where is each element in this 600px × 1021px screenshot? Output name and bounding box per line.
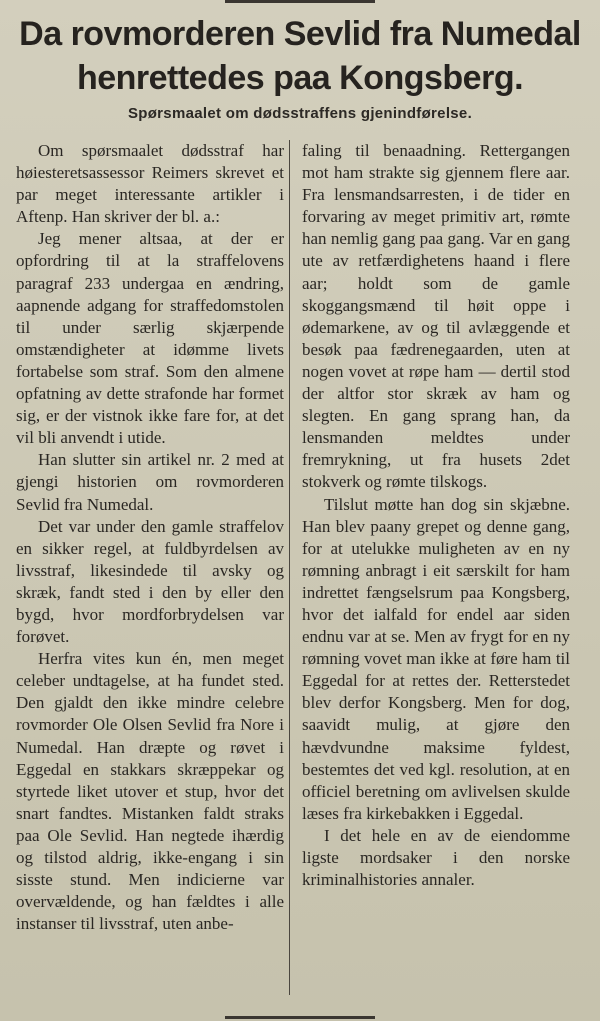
left-column xyxy=(16,140,284,935)
paragraph: Om spørsmaalet dødsstraf har høiesteretsassessor Reimers skrevet et par meget interessante artikler i Aftenp. Han skriver der bl. a.: xyxy=(16,141,284,227)
paragraph: Jeg mener altsaa, at der er opfordring til at la straffelovens paragraf 233 undergaa en ændring, aapnende adgang for straffedomstolen til under særlig skjærpende omstændigheter at idømme livets fortabelse som straf. Som den almene opfatning av dette strafonde har formet sig, er der vistnok ikke fare for, at det vil bli anvendt i utide. xyxy=(16,229,284,448)
column-divider xyxy=(289,140,290,995)
paragraph: faling til benaadning. Rettergangen mot ham strakte sig gjennem flere aar. Fra lensmandsarresten, i de tider en forvaring av meget primitiv art, rømte han nemlig gang paa gang. Var en gang ute av retfærdighetens haand i flere aar; holdt som de gamle skoggangsmænd til høit oppe i ødemarkene, av og til avlæggende et besøk paa fædrenegaarden, uten at nogen vovet at røpe ham — dertil stod der altfor stor skræk av ham og slegten. En gang sprang han, da lensmanden meldtes under fremrykning, ut fra husets 2det stokverk og rømte tilskogs. xyxy=(302,141,570,492)
paragraph: Herfra vites kun én, men meget celeber undtagelse, at ha fundet sted. Den gjaldt den ikke mindre celebre rovmorder Ole Olsen Sevlid fra Nore i Numedal. Han dræpte og røvet i Eggedal en stakkars skræppekar og styrtede liket utover et stup, hvor det snart fandtes. Mistanken faldt straks paa Ole Sevlid. Han negtede ihærdig og tilstod aldrig, ikke-engang i sin sisste stund. Men indicierne var overvældende, og han fældtes i alle instanser til livsstraf, uten anbe- xyxy=(16,649,284,934)
right-column xyxy=(302,140,570,891)
top-rule xyxy=(225,0,375,3)
headline-line-1: Da rovmorderen Sevlid fra Numedal xyxy=(19,15,581,53)
subheadline: Spørsmaalet om dødsstraffens gjenindførelse. xyxy=(127,105,473,122)
paragraph: I det hele en av de eiendomme ligste mordsaker i den norske kriminalhistories annaler. xyxy=(302,825,570,890)
headline-line-2: henrettedes paa Kongsberg. xyxy=(76,59,524,97)
paragraph: Det var under den gamle straffelov en sikker regel, at fuldbyrdelsen av livsstraf, likesindede til avsky og skræk, fandt sted i den by eller den bygd, hvor mordforbrydelsen var forøvet. xyxy=(16,516,284,647)
paragraph: Tilslut møtte han dog sin skjæbne. Han blev paany grepet og denne gang, for at utelukke muligheten av en ny rømning anbragt i eit særskilt for ham indrettet fængselsrum paa Kongsberg, hvor det ialfald for endel aar siden endnu var at se. Men av frygt for en ny rømning vovet man ikke at føre ham til Eggedal for at rettes der. Retterstedet blev derfor Kongsberg. Men for dog, saavidt mulig, at gjøre den hævdvundne maksime fyldest, bestemtes det ved kgl. resolution, at en officiel beretning om avlivelsen skulde læses fra kirkebakken i Eggedal. xyxy=(302,494,570,823)
paragraph: Han slutter sin artikel nr. 2 med at gjengi historien om rovmorderen Sevlid fra Numedal. xyxy=(16,450,284,514)
bottom-rule xyxy=(225,1016,375,1019)
